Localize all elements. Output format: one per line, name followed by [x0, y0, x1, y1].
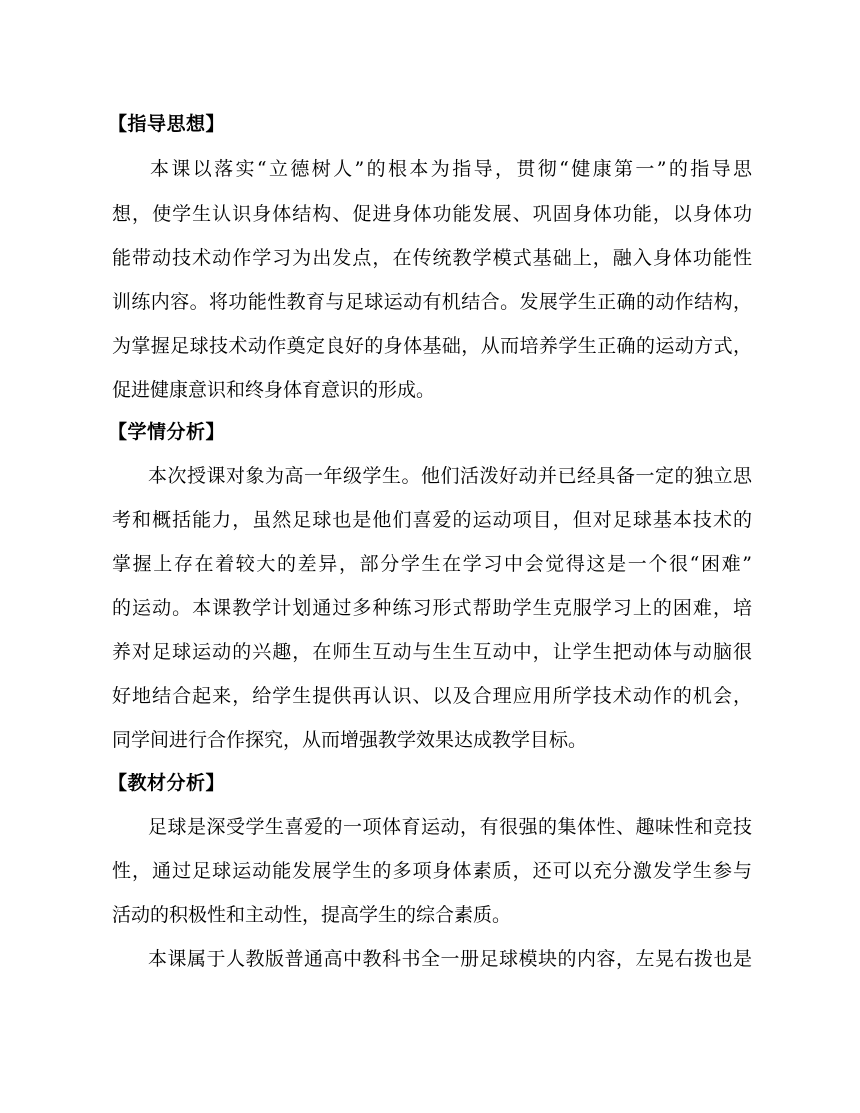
paragraph-line: 本课属于人教版普通高中教科书全一册足球模块的内容，左晃右拨也是: [148, 948, 752, 970]
paragraph-line: 能带动技术动作学习为出发点，在传统教学模式基础上，融入身体功能性: [112, 247, 752, 269]
paragraph-line: 训练内容。将功能性教育与足球运动有机结合。发展学生正确的动作结构，: [112, 291, 752, 313]
paragraph-line: 活动的积极性和主动性，提高学生的综合素质。: [112, 904, 512, 926]
paragraph-line: 性，通过足球运动能发展学生的多项身体素质，还可以充分激发学生参与: [112, 860, 752, 882]
paragraph-line: 本次授课对象为高一年级学生。他们活泼好动并已经具备一定的独立思: [148, 465, 752, 487]
section-heading-student-analysis: 【学情分析】: [108, 421, 226, 443]
paragraph-line: 为掌握足球技术动作奠定良好的身体基础，从而培养学生正确的运动方式，: [112, 335, 752, 357]
section-heading-guiding-thought: 【指导思想】: [108, 113, 226, 135]
paragraph-line: 想，使学生认识身体结构、促进身体功能发展、巩固身体功能，以身体功: [112, 203, 752, 225]
paragraph-line: 本课以落实“立德树人”的根本为指导，贯彻“健康第一”的指导思: [150, 158, 752, 180]
paragraph-line: 足球是深受学生喜爱的一项体育运动，有很强的集体性、趣味性和竞技: [148, 816, 752, 838]
paragraph-line: 同学间进行合作探究，从而增强教学效果达成教学目标。: [112, 729, 588, 751]
paragraph-line: 考和概括能力，虽然足球也是他们喜爱的运动项目，但对足球基本技术的: [112, 509, 752, 531]
paragraph-line: 好地结合起来，给学生提供再认识、以及合理应用所学技术动作的机会，: [112, 685, 752, 707]
paragraph-line: 养对足球运动的兴趣，在师生互动与生生互动中，让学生把动体与动脑很: [112, 641, 752, 663]
paragraph-line: 的运动。本课教学计划通过多种练习形式帮助学生克服学习上的困难，培: [112, 597, 752, 619]
section-heading-textbook-analysis: 【教材分析】: [108, 772, 226, 794]
paragraph-line: 促进健康意识和终身体育意识的形成。: [112, 379, 436, 401]
paragraph-line: 掌握上存在着较大的差异，部分学生在学习中会觉得这是一个很“困难”: [112, 553, 752, 575]
